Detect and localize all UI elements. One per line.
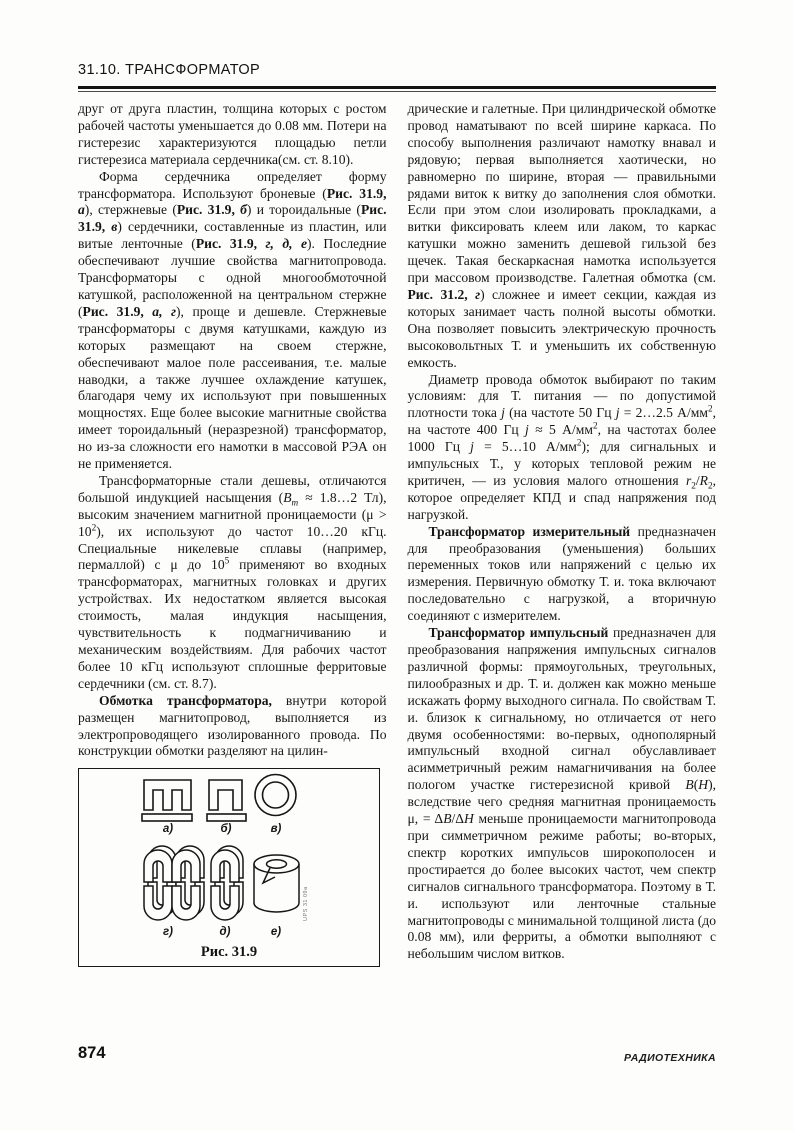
- figure-31-9: [78, 768, 380, 967]
- running-footer: РАДИОТЕХНИКА: [623, 1052, 716, 1064]
- paragraph: Форма сердечника определяет форму трансформатора. Используют броневые (Рис. 31.9, а), стержневые (Рис. 31.9, б) и тороидальные (Рис. 31.9, в) сердечники, составленные из пластин, или витые ленточные (Рис. 31.9, г, д, е). Последние обеспечивают лучшие свойства магнитопровода. Трансформаторы с одной многообмоточной катушкой, расположенной на центральном стержне (Рис. 31.9, а, г), проще и дешевле. Стержневые трансформаторы с двумя катушками, каждую из которых размещают на своем стержне, обеспечивают малое поле рассеивания, т.е. малые наводки, а также лучшее охлаждение катушек, благодаря чему их используют при повышенных мощностях. Еще более высокие магнитные свойства имеет тороидальный (неразрезной) трансформатор, но из-за сложности его намотки в массовой РЭА он не применяется.: [78, 168, 387, 472]
- figure-caption: Рис. 31.9: [200, 944, 258, 961]
- figure-drawing: [79, 769, 379, 963]
- toroid-core-outer: [255, 775, 296, 816]
- cut-tape-core-shape: [211, 846, 243, 920]
- rod-core-bar: [207, 814, 246, 821]
- figure-label-e: е): [270, 926, 282, 939]
- text-columns: [78, 101, 716, 967]
- page-number: 874: [78, 1044, 106, 1062]
- figure-label-g: г): [163, 926, 173, 939]
- figure-label-b: б): [220, 823, 232, 836]
- paragraph: Трансформатор импульсный предназначен для преобразования напряжения импульсных сигналов различной формы: прямоугольных, треугольных, пилообразных и др. Т. и. должен как можно меньше искажать форму выходного сигнала. По свойствам Т. и. близок к сигнальному, но отличается от него двумя особенностями: во-первых, однополярный импульсный входной сигнал обуславливает асимметричный режим намагничивания на более пологом участке гистерезисной кривой B(H), вследствие чего средняя магнитная проницаемость μ, = ΔB/ΔH меньше проницаемости магнитопровода при симметричном режиме работы; во-вторых, спектр коротких импульсов широкополосен и простирается до более высоких частот, чем спектр сигналов сигнального трансформатора. Поэтому в Т. и. используют или ленточные стальные магнитопроводы с минимальной толщиной листа (до 0.08 мм), или ферриты, а обмотки выполняют с небольшим числом витков.: [407, 625, 716, 962]
- double-cut-tape-core-shape: [144, 846, 204, 920]
- shell-core-bar: [142, 814, 192, 821]
- header-rule: [78, 86, 716, 92]
- paragraph: Трансформаторные стали дешевы, отличаются большой индукцией насыщения ($B_m$ ≈ 1.8…2 Тл), высоким значением магнитной проницаемости $(\mu > 10^2)$, их используют до частот 10…20 кГц. Специальные никелевые сплавы (например, пермаллой) с μ до $10^5$ применяют во входных трансформаторах, магнитных головках и других устройствах. Их недостатком является высокая стоимость, малая индукция насыщения, чувствительность к подмагничиванию и механическим воздействиям. Для рабочих частот более 10 кГц используют сплошные ферритовые сердечники (см. ст. 8.7).: [78, 472, 387, 691]
- figure-label-d: д): [219, 926, 231, 939]
- left-column: [78, 101, 387, 967]
- paragraph: друг от друга пластин, толщина которых с ростом рабочей частоты уменьшается до 0.08 мм. Потери на гистерезис характеризуются площадью петли гистерезиса материала сердечника(см. ст. 8.10).: [78, 101, 387, 167]
- tape-wound-toroid-shape: [254, 855, 299, 912]
- paragraph: Диаметр провода обмоток выбирают по таким условиям: для Т. питания — по допустимой плотности тока j (на частоте 50 Гц j = 2…2.5 $А/мм^2$, на частоте 400 Гц j ≈ 5 $А/мм^2$, на частотах более 1000 Гц j = 5…10 $А/мм^2$); для сигнальных и импульсных Т., у которых тепловой режим не критичен, — из условия малого отношения $r_2/R_2$, которое определяет КПД и спад напряжения под нагрузкой.: [407, 371, 716, 522]
- paragraph: Обмотка трансформатора, внутри которой размещен магнитопровод, выполняется из электропроводящего изолированного провода. По конструкции обмотки разделяют на цилин-: [78, 692, 387, 759]
- rod-core-shape: [209, 780, 242, 810]
- paragraph: дрические и галетные. При цилиндрической обмотке провод наматывают по всей ширине каркаса. По способу выполнения различают намотку внавал и рядовую; первая выполняется хаотически, но равномерно по ширине, вторая — правильными рядами виток к витку до заполнения слоя обмотки. Если при этом слои изолировать прокладками, а витки фиксировать клеем или лаком, то каркас катушки можно заменить дешевой гильзой без щечек. Такая бескаркасная намотка используется при массовом производстве. Галетная обмотка (см. Рис. 31.2, г) сложнее и имеет секции, каждая из которых занимает часть полной высоты обмотки. Она позволяет повысить электрическую прочность высоковольтных Т. и уменьшить их собственную емкость.: [407, 101, 716, 370]
- figure-side-code: UPS 31 09a: [303, 886, 309, 922]
- figure-label-a: а): [162, 823, 174, 836]
- section-heading: 31.10. ТРАНСФОРМАТОР: [78, 62, 261, 78]
- paragraph: Трансформатор измерительный предназначен для преобразования (уменьшения) больших переменных токов или напряжений с целью их измерения. Первичную обмотку Т. и. тока включают последовательно с нагрузкой, а вторичную соединяют с измерителем.: [407, 523, 716, 624]
- figure-label-v: в): [270, 823, 282, 836]
- toroid-core-inner: [263, 782, 289, 808]
- right-column-text: [408, 101, 717, 963]
- left-column-text: [78, 101, 387, 760]
- right-column: [408, 101, 717, 967]
- shell-core-shape: [144, 780, 191, 810]
